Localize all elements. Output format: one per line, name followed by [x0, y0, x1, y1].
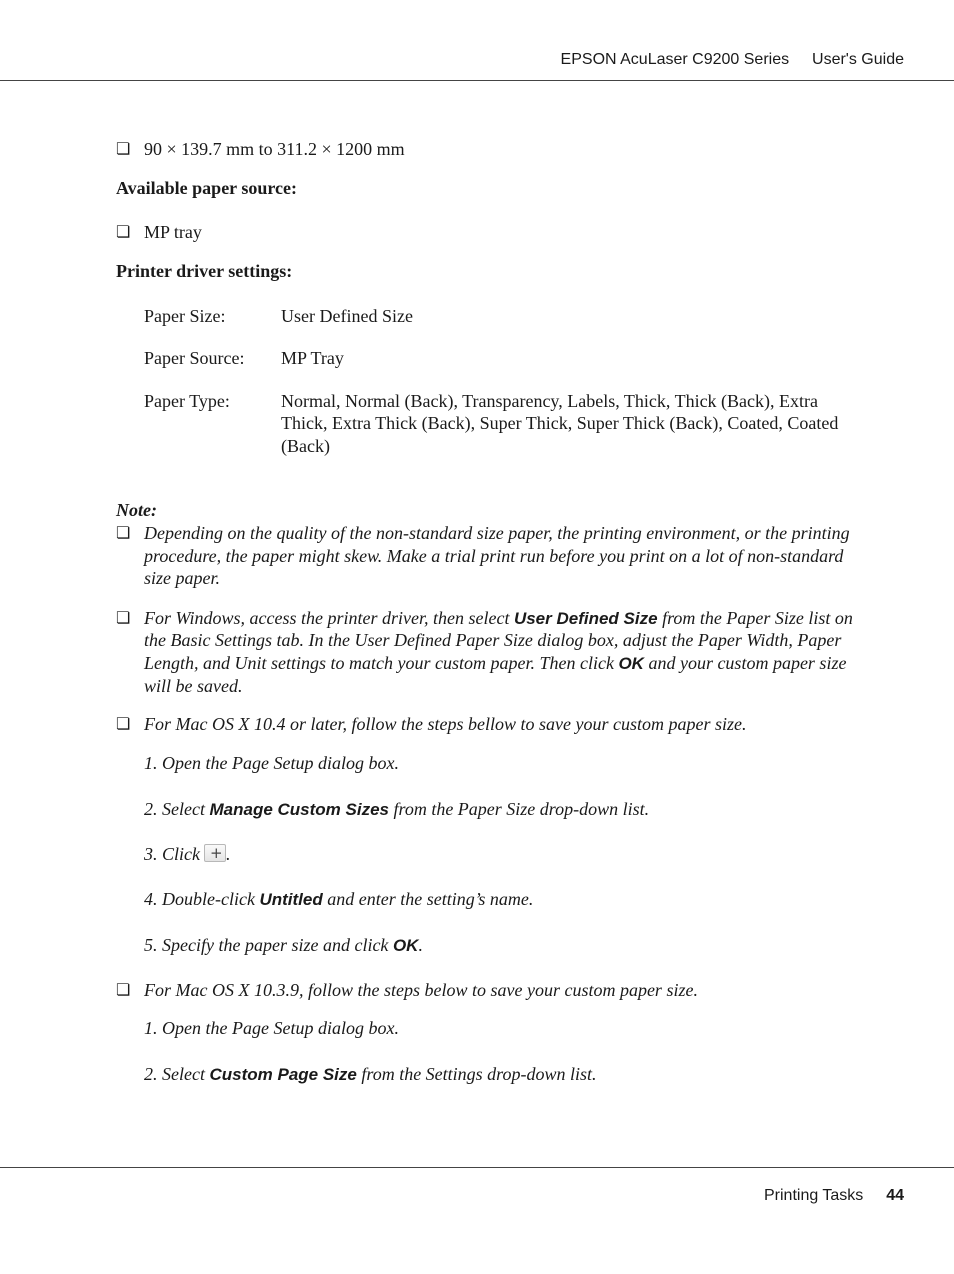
header-guide: User's Guide	[812, 51, 904, 68]
running-footer	[764, 1187, 904, 1205]
note-item-2-line3	[144, 652, 846, 675]
setting-label-paper-type: Paper Type:	[144, 391, 230, 411]
keyword-custom-page-size: Custom Page Size	[209, 1065, 357, 1084]
mac1039-step-2-pre: 2. Select	[144, 1064, 210, 1084]
keyword-ok: OK	[392, 936, 419, 955]
setting-value-paper-type-line2: Thick, Extra Thick (Back), Super Thick, Super Thick (Back), Coated, Coated	[281, 413, 839, 433]
note-item-2-mid: from the Paper Size list on	[657, 608, 853, 628]
note-item-2-line2: the Basic Settings tab. In the User Defined Paper Size dialog box, adjust the Paper Width, Paper	[144, 630, 842, 650]
source-item: MP tray	[144, 222, 202, 242]
setting-label-paper-source: Paper Source:	[144, 348, 245, 368]
setting-label-paper-size: Paper Size:	[144, 306, 226, 326]
mac104-step-3	[144, 843, 231, 865]
source-heading: Available paper source:	[116, 178, 297, 198]
footer-rule	[0, 1167, 954, 1168]
mac104-step-4-pre: 4. Double-click	[144, 889, 260, 909]
keyword-untitled: Untitled	[259, 890, 323, 909]
setting-value-paper-type-line1: Normal, Normal (Back), Transparency, Labels, Thick, Thick (Back), Extra	[281, 391, 819, 411]
driver-heading: Printer driver settings:	[116, 261, 293, 281]
mac104-step-4-post: and enter the setting’s name.	[322, 889, 534, 909]
setting-value-paper-size: User Defined Size	[281, 306, 413, 326]
note-item-2-line4: will be saved.	[144, 676, 243, 696]
mac1039-step-2	[144, 1063, 597, 1086]
checkbox-bullet-icon: ❏	[116, 523, 131, 542]
mac1039-step-2-post: from the Settings drop-down list.	[356, 1064, 597, 1084]
note-item-1-line1: Depending on the quality of the non-standard size paper, the printing environment, or the printing	[144, 523, 850, 543]
note-item-2-line3-post: and your custom paper size	[643, 653, 847, 673]
header-rule	[0, 80, 954, 81]
setting-value-paper-source: MP Tray	[281, 348, 344, 368]
page-number: 44	[886, 1187, 904, 1204]
mac104-step-2	[144, 798, 649, 821]
mac1039-step-1: 1. Open the Page Setup dialog box.	[144, 1018, 399, 1038]
note-item-2-pre: For Windows, access the printer driver, then select	[144, 608, 514, 628]
mac104-step-1: 1. Open the Page Setup dialog box.	[144, 753, 399, 773]
header-product: EPSON AcuLaser C9200 Series	[560, 51, 790, 68]
checkbox-bullet-icon: ❏	[116, 980, 131, 999]
mac104-step-3-pre: 3. Click	[144, 844, 200, 864]
mac104-step-3-post: .	[226, 844, 231, 864]
note-item-1-line3: size paper.	[144, 568, 220, 588]
note-item-2-line3-pre: Length, and Unit settings to match your custom paper. Then click	[144, 653, 619, 673]
mac104-step-5	[144, 934, 423, 957]
setting-value-paper-type-line3: (Back)	[281, 436, 330, 456]
checkbox-bullet-icon: ❏	[116, 608, 131, 627]
note-item-1-line2: procedure, the paper might skew. Make a trial print run before you print on a lot of non-standard	[144, 546, 844, 566]
note-item-4: For Mac OS X 10.3.9, follow the steps below to save your custom paper size.	[144, 980, 698, 1000]
running-header	[561, 51, 904, 69]
keyword-manage-custom-sizes: Manage Custom Sizes	[209, 800, 389, 819]
checkbox-bullet-icon: ❏	[116, 714, 131, 733]
mac104-step-4	[144, 888, 533, 911]
note-item-2-line1	[144, 607, 853, 630]
footer-section: Printing Tasks	[763, 1187, 864, 1204]
mac104-step-2-pre: 2. Select	[144, 799, 210, 819]
mac104-step-5-post: .	[418, 935, 423, 955]
mac104-step-5-pre: 5. Specify the paper size and click	[144, 935, 393, 955]
keyword-ok: OK	[618, 654, 644, 673]
size-item: 90 × 139.7 mm to 311.2 × 1200 mm	[144, 139, 405, 159]
note-title: Note:	[116, 500, 157, 520]
checkbox-bullet-icon: ❏	[116, 139, 131, 158]
mac104-step-2-post: from the Paper Size drop-down list.	[388, 799, 650, 819]
note-item-3: For Mac OS X 10.4 or later, follow the steps bellow to save your custom paper size.	[144, 714, 747, 734]
keyword-user-defined-size: User Defined Size	[513, 609, 658, 628]
plus-icon	[204, 844, 226, 862]
checkbox-bullet-icon: ❏	[116, 222, 131, 241]
